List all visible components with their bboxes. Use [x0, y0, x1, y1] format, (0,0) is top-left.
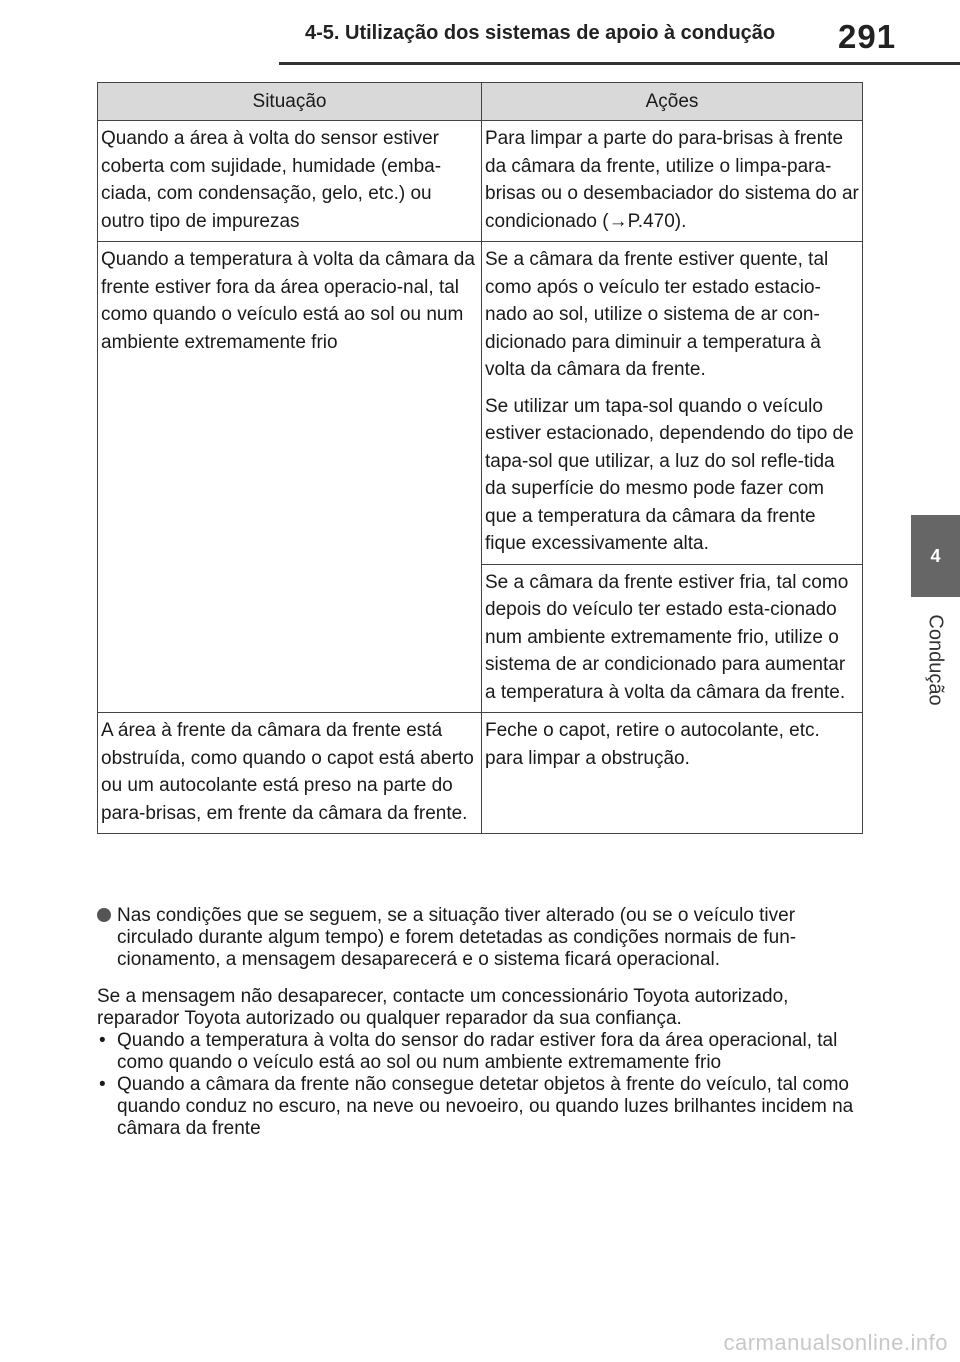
- column-header-situation: Situação: [98, 83, 482, 121]
- bullet-circle-icon: [97, 908, 111, 922]
- chapter-label: Condução: [924, 614, 947, 706]
- action-paragraph: Se a câmara da frente estiver quente, tal como após o veículo ter estado estacio-nado ao sol, utilize o sistema de ar con-dicionado para diminuir a temperatura à volta da câmara da frente.: [485, 249, 829, 380]
- list-item: [97, 1074, 867, 1140]
- situation-cell: Quando a área à volta do sensor estiver coberta com sujidade, humidade (emba-ciada, com condensação, gelo, etc.) ou outro tipo de impurezas: [98, 121, 482, 242]
- list-item-text: Quando a câmara da frente não consegue detetar objetos à frente do veículo, tal como quando conduz no escuro, na neve ou nevoeiro, ou quando luzes brilhantes incidem na câmara da frente: [117, 1074, 854, 1139]
- action-cell: Para limpar a parte do para-brisas à frente da câmara da frente, utilize o limpa-para-brisas ou o desembaciador do sistema do ar condicionado (→P.470).: [482, 121, 863, 242]
- list-bullet-icon: •: [99, 1030, 106, 1051]
- table-row: [98, 242, 863, 565]
- chapter-tab[interactable]: [911, 515, 960, 597]
- list-bullet-icon: •: [99, 1074, 106, 1095]
- section-title: 4-5. Utilização dos sistemas de apoio à condução: [305, 22, 776, 44]
- list-item: [97, 1030, 867, 1074]
- action-paragraph: Se utilizar um tapa-sol quando o veículo estiver estacionado, dependendo do tipo de tapa-sol que utilizar, a luz do sol refle-tida da superfície do mesmo pode fazer com que a temperatura da câmara da frente fique excessivamente alta.: [485, 395, 854, 554]
- situations-table: [97, 82, 863, 834]
- action-cell: Se a câmara da frente estiver fria, tal como depois do veículo ter estado esta-cionado num ambiente extremamente frio, utilize o sistema de ar condicionado para aumentar a temperatura à volta da câmara da frente.: [482, 564, 863, 713]
- page-number: 291: [838, 18, 897, 55]
- watermark: carmanualsonline.info: [723, 1330, 948, 1355]
- contact-paragraph: Se a mensagem não desaparecer, contacte um concessionário Toyota autorizado, reparador Toyota autorizado ou qualquer reparador da sua confiança.: [97, 986, 789, 1029]
- chapter-number: 4: [930, 545, 941, 566]
- table-row: [98, 121, 863, 242]
- column-header-actions: Ações: [482, 83, 863, 121]
- header-divider: [279, 62, 960, 65]
- table-row: [98, 713, 863, 834]
- situation-cell: Quando a temperatura à volta da câmara da frente estiver fora da área operacio-nal, tal como quando o veículo está ao sol ou num ambiente extremamente frio: [98, 242, 482, 713]
- action-cell: Feche o capot, retire o autocolante, etc. para limpar a obstrução.: [482, 713, 863, 834]
- table-header-row: [98, 83, 863, 121]
- bullet-note: [97, 905, 867, 971]
- notes-section: [97, 905, 867, 1140]
- bullet-note-text: Nas condições que se seguem, se a situação tiver alterado (ou se o veículo tiver circulado durante algum tempo) e forem detetadas as condições normais de fun-cionamento, a mensagem desaparecerá e o sistema ficará operacional.: [117, 905, 797, 970]
- list-item-text: Quando a temperatura à volta do sensor do radar estiver fora da área operacional, tal como quando o veículo está ao sol ou num ambiente extremamente frio: [117, 1030, 838, 1073]
- action-cell: [482, 242, 863, 565]
- situation-cell: A área à frente da câmara da frente está obstruída, como quando o capot está aberto ou um autocolante está preso na parte do para-brisas, em frente da câmara da frente.: [98, 713, 482, 834]
